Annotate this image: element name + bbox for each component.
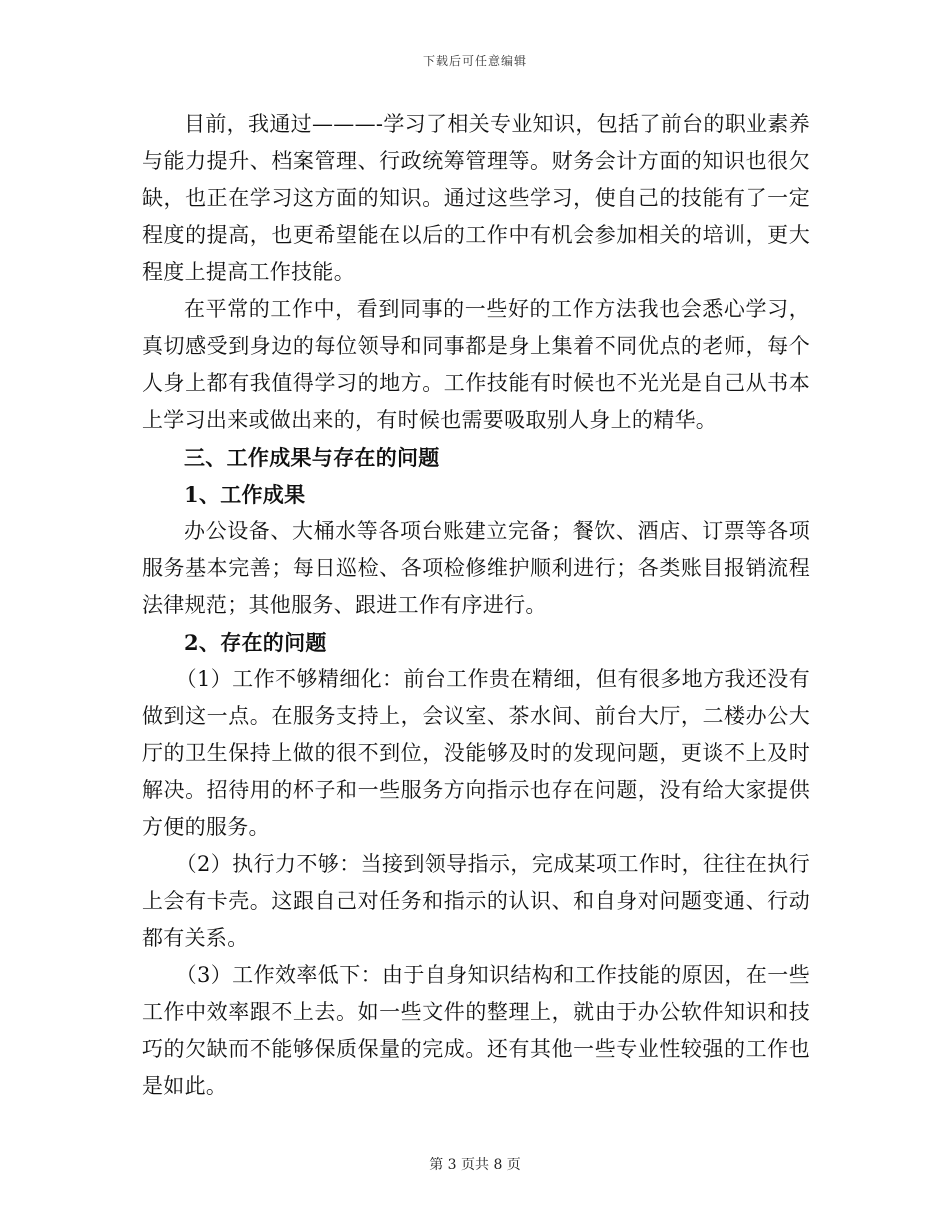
document-body	[142, 106, 810, 1105]
paragraph-work-results: 办公设备、大桶水等各项台账建立完备；餐饮、酒店、订票等各项服务基本完善；每日巡检、各项检修维护顺利进行；各类账目报销流程法律规范；其他服务、跟进工作有序进行。	[142, 519, 810, 617]
paragraph-learning-from-colleagues: 在平常的工作中，看到同事的一些好的工作方法我也会悉心学习，真切感受到身边的每位领导和同事都是身上集着不同优点的老师，每个人身上都有我值得学习的地方。工作技能有时候也不光光是自己从书本上学习出来或做出来的，有时候也需要吸取别人身上的精华。	[142, 297, 810, 432]
section-heading-results-and-problems: 三、工作成果与存在的问题	[184, 445, 440, 470]
paragraph-problem-1: （1）工作不够精细化：前台工作贵在精细，但有很多地方我还没有做到这一点。在服务支持上，会议室、茶水间、前台大厅，二楼办公大厅的卫生保持上做的很不到位，没能够及时的发现问题，更谈不上及时解决。招待用的杯子和一些服务方向指示也存在问题，没有给大家提供方便的服务。	[142, 667, 810, 839]
subheading-work-results: 1、工作成果	[184, 482, 306, 507]
subheading-existing-problems: 2、存在的问题	[184, 630, 327, 655]
paragraph-problem-3: （3）工作效率低下：由于自身知识结构和工作技能的原因，在一些工作中效率跟不上去。如一些文件的整理上，就由于办公软件知识和技巧的欠缺而不能够保质保量的完成。还有其他一些专业性较强的工作也是如此。	[142, 963, 810, 1098]
page-footer: 第 3 页共 8 页	[429, 1157, 521, 1173]
page-header: 下载后可任意编辑	[422, 54, 527, 68]
paragraph-study: 目前，我通过———-学习了相关专业知识，包括了前台的职业素养与能力提升、档案管理、行政统筹管理等。财务会计方面的知识也很欠缺，也正在学习这方面的知识。通过这些学习，使自己的技能有了一定程度的提高，也更希望能在以后的工作中有机会参加相关的培训，更大程度上提高工作技能。	[142, 112, 810, 284]
paragraph-problem-2: （2）执行力不够：当接到领导指示，完成某项工作时，往往在执行上会有卡壳。这跟自己对任务和指示的认识、和自身对问题变通、行动都有关系。	[142, 852, 810, 950]
